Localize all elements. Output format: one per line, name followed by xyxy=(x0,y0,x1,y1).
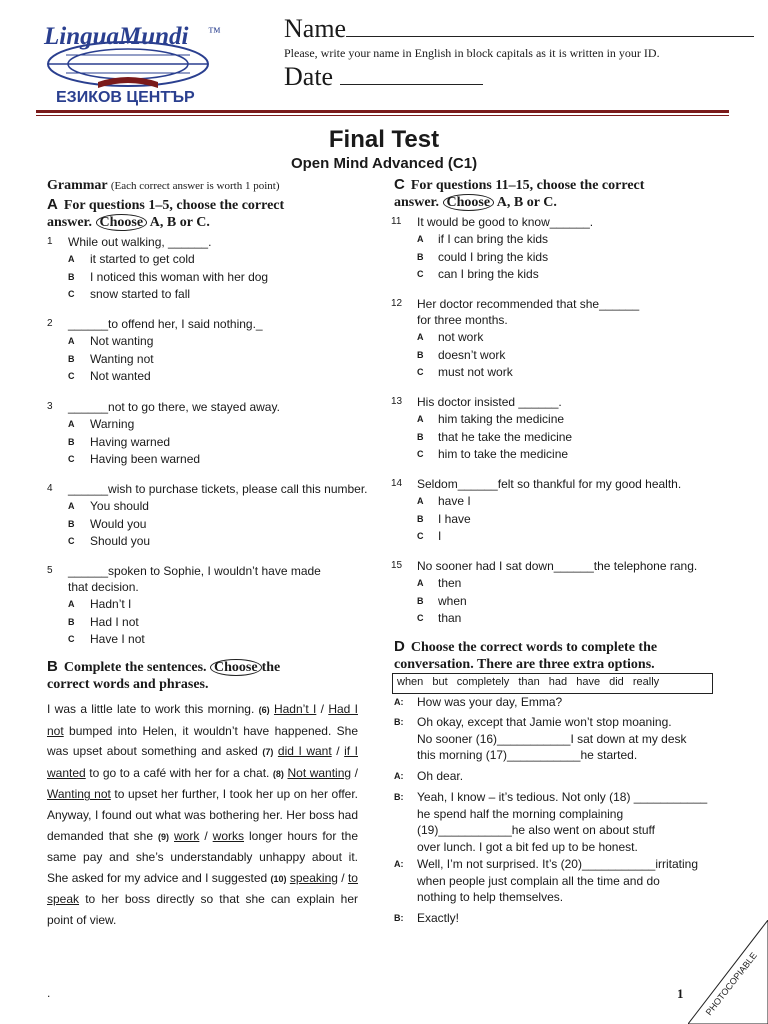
page-title: Final Test xyxy=(328,126,440,153)
option-a[interactable]: him taking the medicine xyxy=(438,412,565,426)
page-number: 1 xyxy=(677,986,684,1001)
speaker-label: B: xyxy=(394,913,404,923)
question-text: for three months. xyxy=(417,313,508,327)
option-b[interactable]: Wanting not xyxy=(90,351,154,366)
option-letter: A xyxy=(417,578,424,588)
option-7a[interactable]: did I want xyxy=(277,744,332,759)
svg-text:ЕЗИКОВ ЦЕНТЪР: ЕЗИКОВ ЦЕНТЪР xyxy=(56,89,195,106)
dialogue-line: How was your day, Emma? xyxy=(417,695,563,709)
option-letter: B xyxy=(68,518,75,529)
grammar-heading: Grammar (Each correct answer is worth 1 point) xyxy=(47,178,280,193)
speaker-label: A: xyxy=(394,771,404,781)
option-a[interactable]: have I xyxy=(438,494,471,508)
dialogue-line: over lunch. I got a bit fed up to be honest. xyxy=(417,839,638,854)
section-b-heading: B Complete the sentences. Choose the correct words and phrases. xyxy=(47,658,281,692)
page-subtitle: Open Mind Advanced (C1) xyxy=(290,155,478,172)
question-number: 4 xyxy=(47,483,53,494)
option-7b[interactable]: if I wanted xyxy=(47,744,358,780)
speaker-label: B: xyxy=(394,717,404,727)
option-letter: C xyxy=(417,449,424,459)
option-c[interactable]: him to take the medicine xyxy=(438,447,569,461)
option-a[interactable]: Hadn’t I xyxy=(90,597,132,611)
photocopiable-corner xyxy=(688,920,768,1024)
dialogue-line: No sooner (16)___________I sat down at my desk xyxy=(417,731,687,746)
option-letter: A xyxy=(417,496,424,506)
option-c[interactable]: Have I not xyxy=(90,632,145,646)
option-c[interactable]: than xyxy=(438,611,462,625)
option-letter: B xyxy=(417,349,424,360)
dialogue-line: he spend half the morning complaining xyxy=(417,806,624,821)
option-letter: A xyxy=(417,414,424,424)
option-letter: B xyxy=(68,616,75,627)
option-a[interactable]: then xyxy=(438,576,462,590)
option-a[interactable]: Not wanting xyxy=(90,334,154,348)
option-b[interactable]: could I bring the kids xyxy=(438,249,549,264)
option-c[interactable]: can I bring the kids xyxy=(438,267,539,281)
option-10a[interactable]: speaking xyxy=(289,870,338,885)
option-b[interactable]: I noticed this woman with her dog xyxy=(90,269,269,284)
date-field: Date xyxy=(284,62,483,92)
option-b[interactable]: Would you xyxy=(90,516,147,531)
speaker-label: A: xyxy=(394,697,404,707)
dialogue-line: Exactly! xyxy=(417,911,460,925)
question-number: 14 xyxy=(391,478,403,489)
option-b[interactable]: when xyxy=(438,593,467,608)
option-letter: C xyxy=(68,289,75,299)
dialogue-line: Oh dear. xyxy=(417,769,464,783)
option-letter: B xyxy=(417,595,424,606)
dialogue-line: Yeah, I know – it’s tedious. Not only (18) ___________ xyxy=(417,790,708,804)
lingua-mundi-logo xyxy=(36,22,236,108)
dialogue-line: Well, I’m not surprised. It’s (20)___________irritating xyxy=(417,857,699,871)
option-a[interactable]: not work xyxy=(438,330,484,344)
question-text: ______spoken to Sophie, I wouldn’t have made xyxy=(68,564,321,578)
option-letter: C xyxy=(417,367,424,377)
option-letter: A xyxy=(68,599,75,609)
option-c[interactable]: snow started to fall xyxy=(90,287,191,301)
option-letter: C xyxy=(417,269,424,279)
option-6a[interactable]: Hadn’t I xyxy=(273,702,317,716)
option-8a[interactable]: Not wanting xyxy=(287,765,352,780)
section-d-heading: D Choose the correct words to complete the conversation. There are three extra options. xyxy=(394,638,658,672)
option-a[interactable]: if I can bring the kids xyxy=(438,232,549,246)
footer-dot: . xyxy=(47,986,51,1000)
word-box: when but completely than had have did really xyxy=(392,673,713,694)
option-c[interactable]: Should you xyxy=(90,534,151,548)
question-text: His doctor insisted ______. xyxy=(417,395,562,409)
option-10b[interactable]: to speak xyxy=(47,870,358,907)
question-number: 1 xyxy=(47,236,53,247)
name-instruction: Please, write your name in English in block capitals as it is written in your ID. xyxy=(284,46,660,60)
option-9b[interactable]: works xyxy=(212,828,245,843)
option-letter: C xyxy=(68,634,75,644)
section-c-heading: C For questions 11–15, choose the correct answer. Choose A, B or C. xyxy=(394,176,645,210)
option-b[interactable]: Had I not xyxy=(90,614,139,629)
question-text: that decision. xyxy=(68,580,139,594)
question-text: While out walking, ______. xyxy=(68,235,212,249)
name-field: Name xyxy=(284,14,754,44)
header-divider-thin xyxy=(36,115,729,116)
svg-text:LinguaMundi: LinguaMundi xyxy=(44,23,189,50)
question-number: 13 xyxy=(391,396,403,407)
option-letter: B xyxy=(68,436,75,447)
option-a[interactable]: Warning xyxy=(90,417,135,431)
option-9a[interactable]: work xyxy=(174,828,200,843)
option-b[interactable]: doesn’t work xyxy=(438,347,506,362)
option-letter: B xyxy=(417,513,424,524)
option-letter: A xyxy=(68,501,75,511)
choose-circled: Choose xyxy=(96,214,148,231)
option-letter: B xyxy=(417,251,424,262)
option-a[interactable]: You should xyxy=(90,499,149,513)
option-letter: C xyxy=(417,613,424,623)
option-c[interactable]: I xyxy=(438,529,442,543)
question-text: Seldom______felt so thankful for my good health. xyxy=(417,477,682,491)
option-b[interactable]: that he take the medicine xyxy=(438,429,573,444)
question-number: 2 xyxy=(47,318,53,329)
option-letter: A xyxy=(68,254,75,264)
speaker-label: A: xyxy=(394,859,404,869)
option-letter: C xyxy=(68,371,75,381)
option-letter: A xyxy=(417,234,424,244)
option-c[interactable]: Not wanted xyxy=(90,369,151,383)
svg-text:™: ™ xyxy=(208,24,221,39)
speaker-label: B: xyxy=(394,792,404,802)
dialogue-line: (19)___________he also went on about stuff xyxy=(417,823,655,837)
option-letter: B xyxy=(417,431,424,442)
question-number: 5 xyxy=(47,565,53,576)
question-number: 11 xyxy=(391,216,402,227)
section-b-paragraph: I was a little late to work this morning. (6) Hadn’t I / Had I not bumped into Helen, it wouldn’t have happened. She was upset about something and asked (7) did I want / if I wanted to go to a café with her for a chat. (8) Not wanting / Wanting not to upset her further, I took her up on her offer. Anyway, I found out what was bothering her. Her boss had demanded that she (9) work / works longer hours for the same pay and she’s understandably unhappy about it. She asked for my advice and I suggested (10) speaking / to speak to her boss directly so that she can explain her point of view. xyxy=(47,702,359,927)
option-b[interactable]: Having warned xyxy=(90,434,171,449)
option-8b[interactable]: Wanting not xyxy=(47,787,111,802)
option-c[interactable]: Having been warned xyxy=(90,452,201,466)
question-number: 15 xyxy=(391,560,403,571)
option-c[interactable]: must not work xyxy=(438,365,513,379)
option-letter: B xyxy=(68,353,75,364)
option-letter: B xyxy=(68,271,75,282)
name-blank xyxy=(346,16,754,37)
question-text: Her doctor recommended that she______ xyxy=(417,297,640,311)
option-letter: A xyxy=(68,336,75,346)
header-divider xyxy=(36,110,729,113)
question-text: ______to offend her, I said nothing._ xyxy=(68,317,263,331)
question-text: It would be good to know______. xyxy=(417,215,594,229)
option-a[interactable]: it started to get cold xyxy=(90,252,195,266)
option-b[interactable]: I have xyxy=(438,511,471,526)
option-letter: C xyxy=(68,536,75,546)
dialogue-line: Oh okay, except that Jamie won’t stop moaning. xyxy=(417,715,672,729)
svg-text:PHOTOCOPIABLE: PHOTOCOPIABLE xyxy=(703,950,759,1018)
question-number: 3 xyxy=(47,401,53,412)
option-letter: C xyxy=(417,531,424,541)
dialogue-line: this morning (17)___________he started. xyxy=(417,748,638,762)
dialogue-line: nothing to help themselves. xyxy=(417,890,564,904)
question-text: ______not to go there, we stayed away. xyxy=(68,400,280,414)
option-6b[interactable]: Had I not xyxy=(47,702,358,738)
option-letter: A xyxy=(68,419,75,429)
question-text: ______wish to purchase tickets, please call this number. xyxy=(68,482,368,496)
date-blank xyxy=(340,64,483,85)
question-text: No sooner had I sat down______the telephone rang. xyxy=(417,559,698,573)
option-letter: A xyxy=(417,332,424,342)
section-a-heading: A For questions 1–5, choose the correct answer. Choose A, B or C. xyxy=(47,196,285,230)
option-letter: C xyxy=(68,454,75,464)
question-number: 12 xyxy=(391,298,403,309)
dialogue-line: when people just complain all the time and do xyxy=(417,873,660,888)
